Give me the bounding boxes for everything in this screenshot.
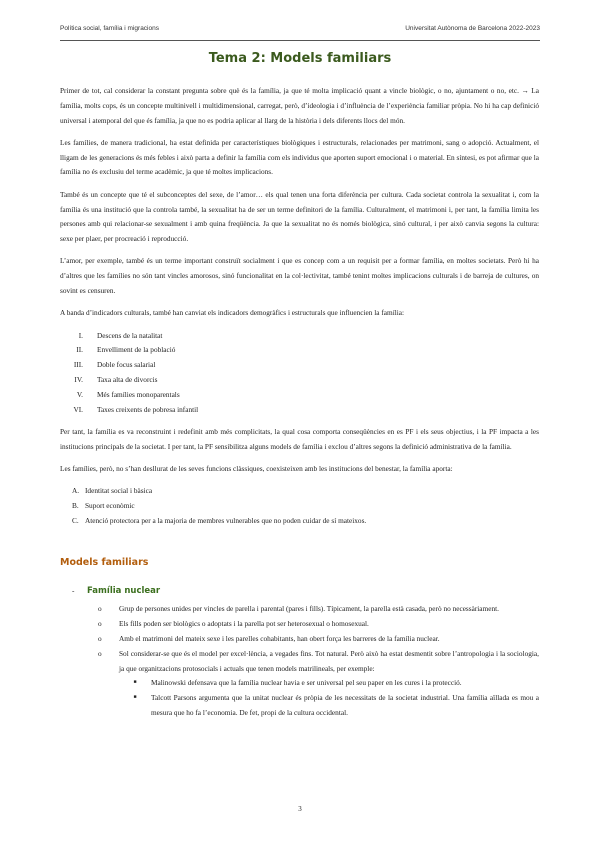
list-text: Taxa alta de divorcis xyxy=(97,375,158,385)
bullet-marker: o xyxy=(98,604,102,614)
list-letter: B. xyxy=(72,501,79,511)
list-number: I. xyxy=(78,330,83,340)
list-text: Suport econòmic xyxy=(85,501,135,511)
header-left: Política social, família i migracions xyxy=(60,25,159,32)
paragraph: Primer de tot, cal considerar la constant pregunta sobre què és la família, ja que té molta implicació quant a vincle biològic, o no, ajuntament o no, etc. → La família, molts cops, és un concepte multinivell i multidimensional, carregat, però, d’ideologia i d’influència de l’experiència familiar pròpia. No hi ha cap definició universal i atemporal del que és família, ja que no es podria aplicar al llarg de la història i dels diferents llocs del món. xyxy=(60,86,539,125)
dash-marker: - xyxy=(72,585,75,595)
bullet-marker: o xyxy=(98,619,102,629)
paragraph: També és un concepte que té el subconceptes del sexe, de l’amor… els qual tenen una forta diferència per cultura. Cada societat controla la sexualitat i, com la família és una institució que la controla també, la sexualitat ha de ser un terme definitori de la família. Culturalment, el matrimoni i, per tant, la família limita les persones amb qui relacionar-se sexualment i amb quina freqüència. Ja que la sexualitat no és només biològica, sinó cultural, i per això canvia segons la cultura: sexe per plaer, per procreació i reproducció. xyxy=(60,189,539,244)
header-divider xyxy=(60,40,540,41)
list-item xyxy=(98,617,539,632)
list-item xyxy=(60,373,539,388)
list-item xyxy=(60,499,539,514)
list-item xyxy=(60,403,539,418)
list-item xyxy=(60,484,539,499)
square-bullet-icon: ■ xyxy=(133,680,137,686)
page-title: Tema 2: Models familiars xyxy=(208,51,392,66)
list-number: VI. xyxy=(73,404,83,414)
list-text: Descens de la natalitat xyxy=(97,330,163,340)
list-item xyxy=(98,602,539,617)
list-text: Atenció protectora per a la majoria de membres vulnerables que no poden cuidar de sí mateixos. xyxy=(85,515,367,525)
list-number: II. xyxy=(76,345,83,355)
page-header xyxy=(60,25,540,32)
list-text: Envelliment de la població xyxy=(97,345,176,355)
list-text: Amb el matrimoni del mateix sexe i les parelles cohabitants, han obert força les barreres de la família nuclear. xyxy=(119,633,440,643)
bullet-marker: o xyxy=(98,648,102,658)
list-text: Taxes creixents de pobresa infantil xyxy=(97,404,199,414)
sub-list xyxy=(119,676,539,720)
sub-list-item xyxy=(119,691,539,721)
page-number: 3 xyxy=(298,805,302,813)
document-body xyxy=(60,84,539,721)
paragraph: Per tant, la família es va reconstruint i redefinit amb més complicitats, la qual cosa comporta conseqüències en es PF i els seus objectius, i la PF impacta a les institucions principals de la societat. I per tant, la PF sensibilitza alguns models de família i exclou d’altres segons la definició administrativa de la família. xyxy=(60,426,539,451)
indicators-list xyxy=(60,329,539,418)
list-item xyxy=(60,388,539,403)
list-text: Sol considerar-se que és el model per excel·lència, a vegades fins. Tot natural. Però això ha estat desmentit sobre l’antropologia i la sociologia, ja que organitzacions protosocials i actuals que tenen models matrilineals, per exemple: xyxy=(119,648,539,673)
list-item xyxy=(60,514,539,529)
list-text: Grup de persones unides per vincles de parella i parental (pares i fills). Típicament, la parella està casada, però no necessàriament. xyxy=(119,604,499,614)
list-item xyxy=(98,632,539,647)
family-functions-list xyxy=(60,484,539,528)
list-item xyxy=(60,358,539,373)
bullet-marker: o xyxy=(98,633,102,643)
nuclear-family-list xyxy=(60,602,539,720)
subsection-heading xyxy=(60,584,539,599)
subsection-label: Família nuclear xyxy=(87,585,161,596)
list-letter: A. xyxy=(72,486,80,496)
list-text: Els fills poden ser biològics o adoptats i la parella pot ser heterosexual o homosexual. xyxy=(119,619,369,629)
section-heading: Models familiars xyxy=(60,556,149,568)
paragraph: Les famílies, però, no s’han desllurat de les seves funcions clàssiques, coexisteixen amb les institucions del benestar, la família aporta: xyxy=(60,464,453,474)
list-number: III. xyxy=(73,360,83,370)
list-number: V. xyxy=(76,389,83,399)
list-letter: C. xyxy=(72,515,79,525)
header-right: Universitat Autònoma de Barcelona 2022-2023 xyxy=(405,25,540,32)
sub-list-item xyxy=(119,676,539,691)
list-text: Malinowski defensava que la família nuclear havia e ser universal pel seu paper en les cures i la protecció. xyxy=(151,678,462,688)
list-text: Talcott Parsons argumenta que la unitat nuclear és pròpia de les necessitats de la societat industrial. Una família aïllada es mou a mesura que ho fa l’economia. De fet, propi de la cultura occidental. xyxy=(151,693,539,717)
square-bullet-icon: ■ xyxy=(133,695,137,701)
list-text: Més famílies monoparentals xyxy=(97,389,180,399)
paragraph: Les famílies, de manera tradicional, ha estat definida per característiques biològiques i estructurals, relacionades per matrimoni, sang o adopció. Actualment, el lligam de les generacions és més febles i això parta a definir la família com els individus que aporten suport emocional i o material. En síntesi, es pot afirmar que la família no és exclusiu del terme acadèmic, ja que té moltes implicacions. xyxy=(60,137,539,177)
list-item xyxy=(60,329,539,344)
list-item xyxy=(60,343,539,358)
list-number: IV. xyxy=(74,375,83,385)
list-item-content xyxy=(119,647,539,721)
paragraph: A banda d’indicadors culturals, també han canviat els indicadors demogràfics i estructurals que influencien la família: xyxy=(60,308,405,318)
list-text: Doble focus salarial xyxy=(97,360,156,370)
list-item xyxy=(98,647,539,721)
paragraph: L’amor, per exemple, també és un terme important construït socialment i que es concep com a un requisit per a formar família, en moltes societats. Però hi ha d’altres que les famílies no són tant vincles amorosos, sinó funcionalitat en la col·lectivitat, també tenint moltes implicacions culturals i de barreja de cultures, on sovint es censuren. xyxy=(60,256,539,296)
list-text: Identitat social i bàsica xyxy=(85,486,153,496)
